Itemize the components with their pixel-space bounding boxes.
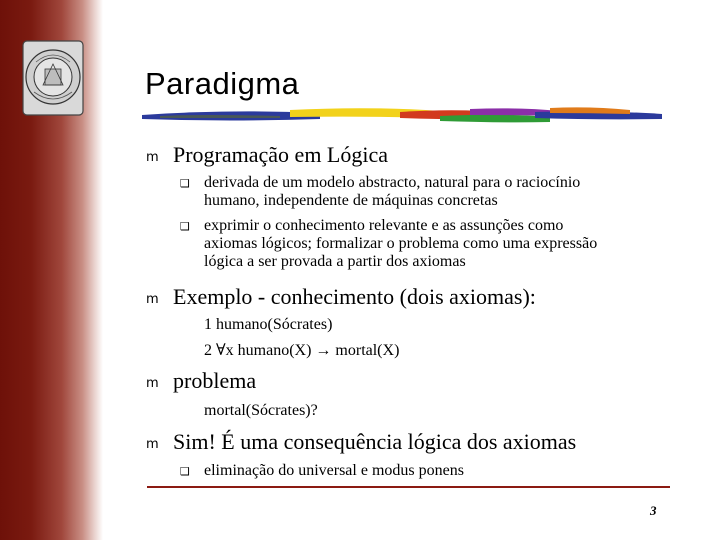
m-bullet-icon: m [146, 376, 159, 391]
m-bullet-icon: m [146, 437, 159, 452]
axiom-2: 2 ∀x humano(X) → mortal(X) [204, 342, 400, 359]
sub-bullet-exprimir: ❑ exprimir o conhecimento relevante e as assunções como axiomas lógicos; formalizar o problema como uma expressão lógica a ser provada a partir dos axiomas [180, 217, 598, 270]
page-number: 3 [650, 503, 657, 518]
bullet-exemplo: m Exemplo - conhecimento (dois axiomas): [146, 284, 536, 309]
query-line: mortal(Sócrates)? [204, 402, 318, 419]
checkbox-bullet-icon: ❑ [180, 177, 190, 190]
decorative-brush-stroke [140, 104, 665, 126]
m-bullet-icon: m [146, 292, 159, 307]
m-bullet-icon: m [146, 150, 159, 165]
sub-bullet-derivada: ❑ derivada de um modelo abstracto, natural para o raciocínio humano, independente de máquinas concretas [180, 174, 581, 209]
checkbox-bullet-icon: ❑ [180, 465, 190, 478]
sub-bullet-eliminacao: ❑ eliminação do universal e modus ponens [180, 462, 464, 479]
slide-title: Paradigma [145, 66, 300, 101]
footer-divider [147, 486, 670, 488]
checkbox-bullet-icon: ❑ [180, 220, 190, 233]
university-seal-icon [22, 40, 84, 116]
bullet-problema: m problema [146, 368, 257, 393]
axiom-1: 1 humano(Sócrates) [204, 316, 333, 333]
bullet-programacao: m Programação em Lógica [146, 142, 389, 167]
bullet-sim: m Sim! É uma consequência lógica dos axiomas [146, 429, 577, 454]
